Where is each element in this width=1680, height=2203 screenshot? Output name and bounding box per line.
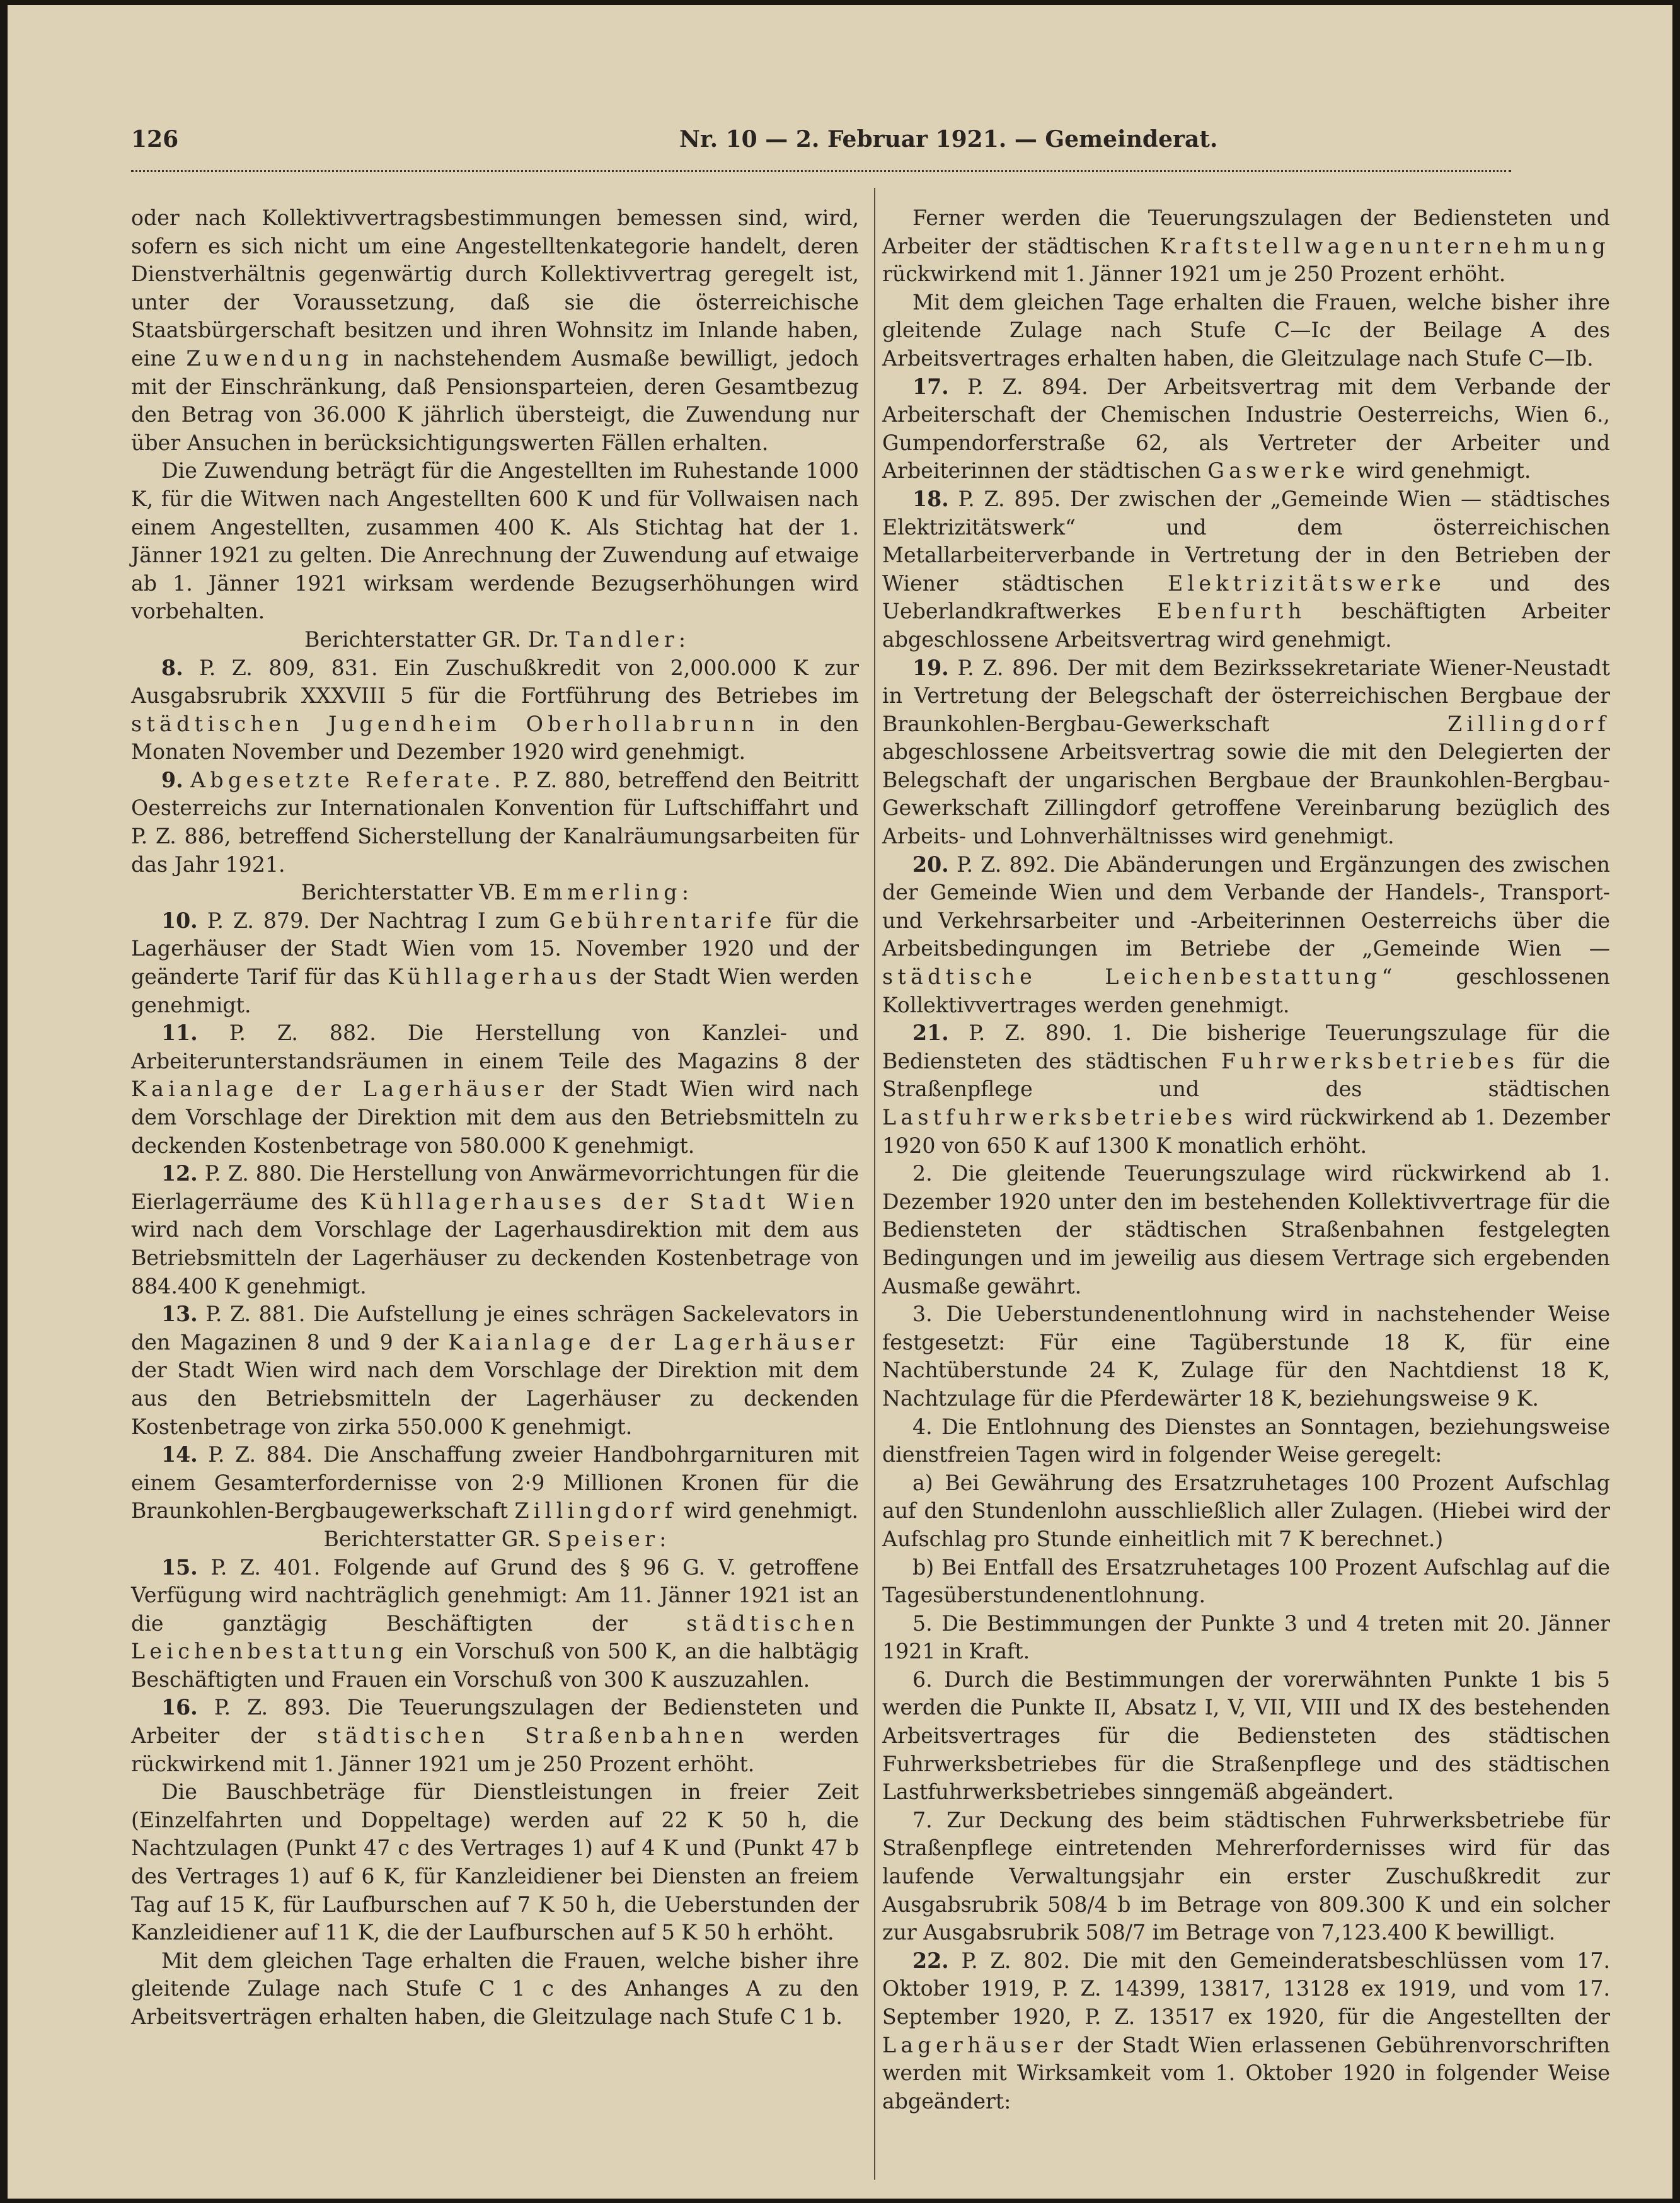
text-run: der Stadt Wien wird nach dem Vorschlage der Direktion mit dem aus den Betriebsmitteln zu deckenden Kostenbetrage von 580.000 K genehmigt. — [131, 1077, 860, 1158]
paragraph — [882, 373, 1610, 485]
page-header — [131, 126, 1511, 158]
text-run: Ferner werden die Teuerungszulagen der Bediensteten und Arbeiter der städtischen — [882, 205, 1610, 258]
reporter-line — [131, 626, 859, 654]
text-run: b) Bei Entfall des Ersatzruhetages 100 Prozent Aufschlag auf die Tagesüberstundenentlohnung. — [882, 1554, 1610, 1608]
item-number: 9. — [161, 767, 183, 792]
item-number: 13. — [161, 1302, 198, 1327]
text-run: in den Monaten November und Dezember 1920 wird genehmigt. — [131, 711, 859, 765]
item-number: 22. — [912, 1948, 949, 1973]
item-number: 16. — [161, 1695, 198, 1720]
item-number: 12. — [161, 1161, 198, 1186]
paragraph — [882, 204, 1610, 289]
spaced-emphasis: Kraftstellwagenunternehmung — [1159, 233, 1610, 258]
text-run: Mit dem gleichen Tage erhalten die Frauen, welche bisher ihre gleitende Zulage nach Stufe C 1 c des Anhanges A zu den Arbeitsverträgen erhalten haben, die Gleitzulage nach Stufe C 1 b. — [131, 1948, 859, 2029]
right-column — [882, 204, 1610, 2115]
text-run: P. Z. 894. Der Arbeitsvertrag mit dem Verbande der Arbeiterschaft der Chemischen Industrie Oesterreichs, Wien 6., Gumpendorferstraße 62, als Vertreter der Arbeiter und Arbeiterinnen der städtischen — [882, 374, 1610, 483]
paragraph — [882, 1554, 1610, 1610]
item-number: 11. — [161, 1021, 198, 1046]
header-rule — [131, 170, 1511, 172]
text-run: für die Lagerhäuser der Stadt Wien vom 15. November 1920 und der geänderte Tarif für das — [131, 908, 859, 990]
text-run: P. Z. 881. Die Aufstellung je eines schrägen Sackelevators in den Magazinen 8 und 9 der — [131, 1302, 859, 1355]
text-run: 2. Die gleitende Teuerungszulage wird rückwirkend ab 1. Dezember 1920 unter den im bestehenden Kollektivvertrage für die Bediensteten der städtischen Straßenbahnen festgelegten Bedingungen und im jeweilig aus diesem Vertrage sich ergebenden Ausmaße gewährt. — [882, 1161, 1610, 1298]
spaced-emphasis: Ebenfurth — [1156, 599, 1306, 624]
paragraph — [131, 1019, 859, 1160]
spaced-emphasis: Zillingdorf — [514, 1498, 677, 1524]
reporter-line — [131, 879, 859, 907]
text-run: in nachstehendem Ausmaße bewilligt, jedoch mit der Einschränkung, daß Pensionsparteien, deren Gesamtbezug den Betrag von 36.000 K jährlich übersteigt, die Zuwendung nur über Ansuchen in berücksichtigungswerten Fällen erhalten. — [131, 345, 859, 455]
spaced-emphasis: städtischen Leichenbestattung — [131, 1610, 859, 1664]
spaced-emphasis: Gebührentarife — [549, 908, 777, 933]
text-run: P. Z. 880, betreffend den Beitritt Oesterreichs zur Internationalen Konvention für Luftschiffahrt und P. Z. 886, betreffend Sicherstellung der Kanalräumungsarbeiten für das Jahr 1921. — [131, 767, 859, 877]
document-page — [8, 5, 1672, 2199]
text-run: der Stadt Wien werden genehmigt. — [131, 964, 859, 1017]
text-run: P. Z. 882. Die Herstellung von Kanzlei- und Arbeiterunterstandsräumen in einem Teile des Magazins 8 der — [131, 1021, 859, 1073]
spaced-emphasis: Fuhrwerksbetriebes — [1221, 1048, 1519, 1073]
text-run: : — [659, 1526, 667, 1551]
text-run: der Stadt Wien erlassenen Gebührenvorschriften werden mit Wirksamkeit vom 1. Oktober 1920 in folgender Weise abgeändert: — [882, 2032, 1610, 2113]
text-run: beschäftigten Arbeiter abgeschlossene Arbeitsvertrag wird genehmigt. — [882, 599, 1610, 652]
spaced-emphasis: städtische Leichenbestattung — [882, 964, 1382, 990]
paragraph — [131, 1300, 859, 1441]
spaced-emphasis: Lastfuhrwerksbetriebes — [882, 1105, 1238, 1130]
issue-number: Nr. 10 — [679, 126, 757, 153]
text-run: P. Z. 892. Die Abänderungen und Ergänzungen des zwischen der Gemeinde Wien und dem Verbande der Handels-, Transport- und Verkehrsarbeiter und -Arbeiterinnen Oesterreichs über die Arbeitsbedingungen im Betriebe der „Gemeinde Wien — — [882, 852, 1610, 961]
text-run: 7. Zur Deckung des beim städtischen Fuhrwerksbetriebe für Straßenpflege eintretenden Mehrerfordernisses wird für das laufende Verwaltungsjahr ein erster Zuschußkredit zur Ausgabsrubrik 508/4 b im Betrage von 809.300 K und ein solcher zur Ausgabsrubrik 508/7 im Betrage von 7,123.400 K bewilligt. — [882, 1807, 1610, 1945]
text-run: Die Zuwendung beträgt für die Angestellten im Ruhestande 1000 K, für die Witwen nach Angestellten 600 K und für Vollwaisen nach einem Angestellten, zusammen 400 K. Als Stichtag hat der 1. Jänner 1921 zu gelten. Die Anrechnung der Zuwendung auf etwaige ab 1. Jänner 1921 wirksam werdende Bezugserhöhungen wird vorbehalten. — [131, 458, 859, 624]
issue-date: 2. Februar 1921. — [795, 126, 1007, 153]
spaced-emphasis: Abgesetzte Referate. — [190, 767, 506, 792]
paragraph — [882, 1469, 1610, 1554]
paragraph — [131, 1160, 859, 1300]
spaced-emphasis: Emmerling — [522, 880, 682, 905]
item-number: 21. — [912, 1021, 949, 1046]
paragraph — [131, 1694, 859, 1778]
spaced-emphasis: Kühllagerhaus — [388, 964, 602, 990]
text-run: rückwirkend mit 1. Jänner 1921 um je 250 Prozent erhöht. — [882, 262, 1506, 287]
paragraph — [882, 654, 1610, 851]
header-separator: — — [1014, 126, 1037, 153]
paragraph — [131, 457, 859, 626]
spaced-emphasis: städtischen Straßenbahnen — [317, 1723, 749, 1749]
text-run: wird genehmigt. — [1349, 458, 1531, 483]
paragraph — [882, 1610, 1610, 1666]
paragraph — [882, 1300, 1610, 1413]
paragraph — [131, 1554, 859, 1694]
item-number: 18. — [912, 486, 949, 511]
paragraph — [882, 1666, 1610, 1807]
text-run: Berichterstatter VB. — [301, 880, 523, 905]
text-run: wird rückwirkend ab 1. Dezember 1920 von 650 K auf 1300 K monatlich erhöht. — [882, 1105, 1610, 1158]
item-number: 14. — [161, 1442, 198, 1467]
text-run: P. Z. 895. Der zwischen der „Gemeinde Wien — städtisches Elektrizitätswerk“ und dem österreichischen Metallarbeiterverbande in Vertretung der in den Betrieben der Wiener städtischen — [882, 486, 1610, 596]
text-run: P. Z. 401. Folgende auf Grund des § 96 G. V. getroffene Verfügung wird nachträglich genehmigt: Am 11. Jänner 1921 ist an die ganztägig Beschäftigten der — [131, 1554, 859, 1636]
spaced-emphasis: Zuwendung — [186, 345, 354, 371]
paragraph — [131, 1441, 859, 1525]
spaced-emphasis: Kühllagerhauses der Stadt Wien — [360, 1189, 859, 1214]
header-separator: — — [765, 126, 788, 153]
paragraph — [131, 907, 859, 1019]
text-run: : — [678, 627, 686, 652]
text-run: P. Z. 809, 831. Ein Zuschußkredit von 2,000.000 K zur Ausgabsrubrik XXXVIII 5 für die Fortführung des Betriebes im — [131, 655, 859, 708]
text-run: wird nach dem Vorschlage der Lagerhausdirektion mit dem aus Betriebsmitteln der Lagerhäuser zu deckenden Kostenbetrage von 884.400 K genehmigt. — [131, 1217, 859, 1298]
text-run: 5. Die Bestimmungen der Punkte 3 und 4 treten mit 20. Jänner 1921 in Kraft. — [882, 1610, 1610, 1664]
text-run: abgeschlossene Arbeitsvertrag sowie die mit den Delegierten der Belegschaft der ungarischen Bergbaue der Braunkohlen-Bergbau-Gewerkschaft Zillingdorf getroffene Vereinbarung bezüglich des Arbeits- und Lohnverhältnisses wird genehmigt. — [882, 739, 1610, 849]
spaced-emphasis: Elektrizitätswerke — [1167, 570, 1446, 596]
text-run: a) Bei Gewährung des Ersatzruhetages 100 Prozent Aufschlag auf den Stundenlohn ausschließlich aller Zulagen. (Hiebei wird der Aufschlag pro Stunde einheitlich mit 7 K berechnet.) — [882, 1470, 1610, 1551]
paragraph — [882, 1947, 1610, 2116]
paragraph — [131, 654, 859, 766]
text-run: Mit dem gleichen Tage erhalten die Frauen, welche bisher ihre gleitende Zulage nach Stufe C—Ic der Beilage A des Arbeitsvertrages erhalten haben, die Gleitzulage nach Stufe C—Ib. — [882, 289, 1610, 371]
spaced-emphasis: Lagerhäuser — [882, 2032, 1067, 2057]
paragraph — [882, 485, 1610, 654]
text-run: P. Z. 893. Die Teuerungszulagen der Bediensteten und Arbeiter der — [131, 1695, 859, 1749]
paragraph — [131, 1947, 859, 2032]
paragraph — [882, 1160, 1610, 1300]
text-run: Berichterstatter GR. Dr. — [304, 627, 566, 652]
paragraph — [131, 204, 859, 457]
spaced-emphasis: städtischen Jugendheim Oberhollabrunn — [131, 711, 759, 736]
paragraph — [131, 1778, 859, 1947]
item-number: 10. — [161, 908, 198, 933]
item-number: 15. — [161, 1554, 198, 1580]
item-number: 17. — [912, 374, 949, 399]
text-run: 3. Die Ueberstundenentlohnung wird in nachstehender Weise festgesetzt: Für eine Tagüberstunde 18 K, für eine Nachtüberstunde 24 K, Zulage für den Nachtdienst 18 K, Nachtzulage für die Pferdewärter 18 K, beziehungsweise 9 K. — [882, 1302, 1610, 1411]
paragraph — [882, 289, 1610, 373]
column-divider — [874, 188, 875, 2180]
header-center — [679, 126, 1217, 153]
text-run: P. Z. 880. Die Herstellung von Anwärmevorrichtungen für die Eierlagerräume des — [131, 1161, 859, 1214]
paragraph — [882, 851, 1610, 1020]
left-column — [131, 204, 859, 2032]
spaced-emphasis: Speiser — [547, 1526, 660, 1551]
text-run: : — [681, 880, 689, 905]
paragraph — [882, 1807, 1610, 1947]
text-run: “ geschlossenen Kollektivvertrages werden genehmigt. — [882, 964, 1610, 1017]
section-title: Gemeinderat. — [1045, 126, 1218, 153]
text-run: ein Vorschuß von 500 K, an die halbtägig Beschäftigten und Frauen ein Vorschuß von 300 K auszuzahlen. — [131, 1639, 859, 1692]
text-run: Berichterstatter GR. — [323, 1526, 548, 1551]
item-number: 20. — [912, 852, 949, 877]
reporter-line — [131, 1525, 859, 1554]
text-run: 6. Durch die Bestimmungen der vorerwähnten Punkte 1 bis 5 werden die Punkte II, Absatz I, V, VII, VIII und IX des bestehenden Arbeitsvertrages für die Bediensteten des städtischen Fuhrwerksbetriebes für die Straßenpflege und des städtischen Lastfuhrwerksbetriebes sinngemäß abgeändert. — [882, 1667, 1610, 1805]
page-number: 126 — [131, 126, 179, 153]
text-run: und des Ueberlandkraftwerkes — [882, 570, 1610, 624]
spaced-emphasis: Tandler — [565, 627, 679, 652]
item-number: 19. — [912, 655, 949, 680]
item-number: 8. — [161, 655, 183, 680]
paragraph — [882, 1413, 1610, 1469]
text-run: Die Bauschbeträge für Dienstleistungen in freier Zeit (Einzelfahrten und Doppeltage) werden auf 22 K 50 h, die Nachtzulagen (Punkt 47 c des Vertrages 1) auf 4 K und (Punkt 47 b des Vertrages 1) auf 6 K, für Kanzleidiener bei Diensten an freiem Tag auf 15 K, für Laufburschen auf 7 K 50 h, die Ueberstunden der Kanzleidiener auf 11 K, die der Laufburschen auf 5 K 50 h erhöht. — [131, 1779, 859, 1945]
text-run: 4. Die Entlohnung des Dienstes an Sonntagen, beziehungsweise dienstfreien Tagen wird in folgender Weise geregelt: — [882, 1414, 1610, 1467]
text-run: P. Z. 802. Die mit den Gemeinderatsbeschlüssen vom 17. Oktober 1919, P. Z. 14399, 13817, 13128 ex 1919, und vom 17. September 1920, P. Z. 13517 ex 1920, für die Angestellten der — [882, 1948, 1610, 2029]
spaced-emphasis: Zillingdorf — [1447, 711, 1610, 736]
text-run: oder nach Kollektivvertragsbestimmungen bemessen sind, wird, sofern es sich nicht um eine Angestelltenkategorie handelt, deren Dienstverhältnis gegenwärtig durch Kollektivvertrag geregelt ist, unter der Voraussetzung, daß sie die österreichische Staatsbürgerschaft besitzen und ihren Wohnsitz im Inlande haben, eine — [131, 205, 859, 371]
text-run: P. Z. 890. 1. Die bisherige Teuerungszulage für die Bediensteten des städtischen — [882, 1021, 1610, 1073]
text-run: P. Z. 884. Die Anschaffung zweier Handbohrgarnituren mit einem Gesamterfordernisse von 2·9 Millionen Kronen für die Braunkohlen-Bergbaugewerkschaft — [131, 1442, 859, 1524]
text-run: wird genehmigt. — [677, 1498, 859, 1524]
text-run: werden rückwirkend mit 1. Jänner 1921 um je 250 Prozent erhöht. — [131, 1723, 859, 1776]
text-run — [183, 768, 191, 792]
spaced-emphasis: Gaswerke — [1207, 458, 1350, 483]
text-run: für die Straßenpflege und des städtischen — [882, 1048, 1611, 1102]
spaced-emphasis: Kaianlage der Lagerhäuser — [448, 1329, 859, 1355]
text-run: der Stadt Wien wird nach dem Vorschlage der Direktion mit dem aus den Betriebsmitteln der Lagerhäuser zu deckenden Kostenbetrage von zirka 550.000 K genehmigt. — [131, 1358, 859, 1439]
paragraph — [131, 766, 859, 879]
text-run: P. Z. 896. Der mit dem Bezirkssekretariate Wiener-Neustadt in Vertretung der Belegschaft der österreichischen Bergbaue der Braunkohlen-Bergbau-Gewerkschaft — [882, 655, 1610, 736]
spaced-emphasis: Kaianlage der Lagerhäuser — [131, 1077, 548, 1102]
text-run: P. Z. 879. Der Nachtrag I zum — [197, 908, 549, 933]
paragraph — [882, 1019, 1610, 1160]
